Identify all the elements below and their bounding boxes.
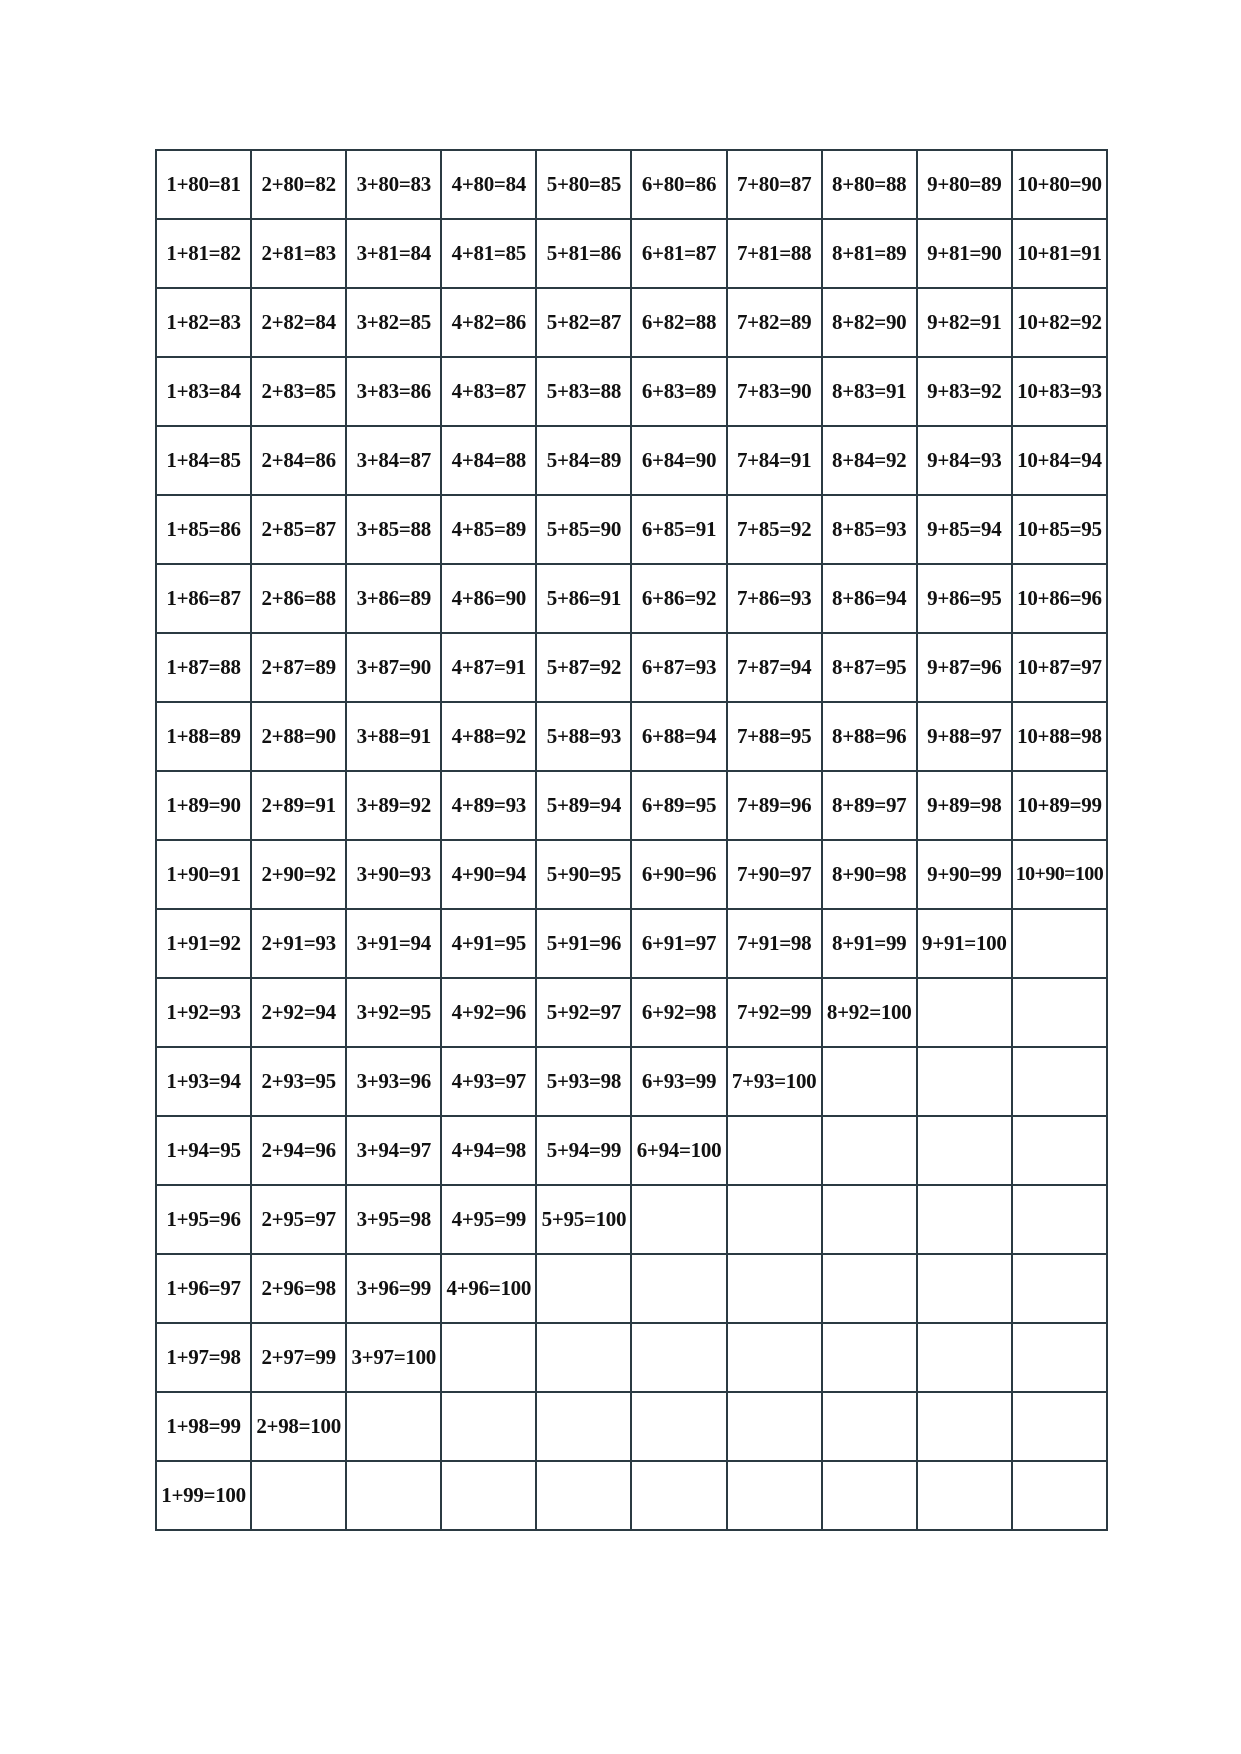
empty-cell [822,1323,917,1392]
equation-cell: 8+89=97 [822,771,917,840]
equation-cell: 2+93=95 [251,1047,346,1116]
equation-cell: 9+85=94 [917,495,1012,564]
equation-cell: 1+80=81 [156,150,251,219]
empty-cell [917,1323,1012,1392]
equation-cell: 3+85=88 [346,495,441,564]
equation-cell: 7+82=89 [727,288,822,357]
equation-cell: 9+89=98 [917,771,1012,840]
equation-cell: 5+83=88 [536,357,631,426]
equation-cell: 3+91=94 [346,909,441,978]
equation-cell: 4+92=96 [441,978,536,1047]
equation-cell: 9+90=99 [917,840,1012,909]
equation-cell: 2+90=92 [251,840,346,909]
empty-cell [727,1254,822,1323]
equation-cell: 5+94=99 [536,1116,631,1185]
equation-cell: 7+80=87 [727,150,822,219]
equation-cell: 1+84=85 [156,426,251,495]
table-row [156,840,1107,909]
equation-cell: 2+85=87 [251,495,346,564]
equation-cell: 4+82=86 [441,288,536,357]
table-row [156,1392,1107,1461]
equation-cell: 7+81=88 [727,219,822,288]
equation-cell: 7+85=92 [727,495,822,564]
equation-cell: 9+87=96 [917,633,1012,702]
equation-cell: 5+80=85 [536,150,631,219]
empty-cell [536,1392,631,1461]
equation-cell: 6+89=95 [631,771,726,840]
equation-cell: 9+81=90 [917,219,1012,288]
empty-cell [441,1392,536,1461]
equation-cell: 6+81=87 [631,219,726,288]
empty-cell [727,1323,822,1392]
equation-cell: 3+96=99 [346,1254,441,1323]
equation-cell: 8+83=91 [822,357,917,426]
equation-cell: 10+86=96 [1012,564,1107,633]
empty-cell [822,1392,917,1461]
equation-cell: 4+84=88 [441,426,536,495]
worksheet-body [156,150,1107,1530]
table-row [156,909,1107,978]
equation-cell: 4+80=84 [441,150,536,219]
equation-cell: 3+81=84 [346,219,441,288]
equation-cell: 9+84=93 [917,426,1012,495]
empty-cell [822,1254,917,1323]
equation-cell: 2+81=83 [251,219,346,288]
equation-cell: 10+88=98 [1012,702,1107,771]
empty-cell [917,1461,1012,1530]
equation-cell: 3+97=100 [346,1323,441,1392]
equation-cell: 4+85=89 [441,495,536,564]
equation-cell: 1+83=84 [156,357,251,426]
equation-cell: 5+91=96 [536,909,631,978]
equation-cell: 7+84=91 [727,426,822,495]
equation-cell: 1+91=92 [156,909,251,978]
table-row [156,1116,1107,1185]
equation-cell: 8+88=96 [822,702,917,771]
equation-cell: 6+85=91 [631,495,726,564]
equation-cell: 3+86=89 [346,564,441,633]
empty-cell [346,1461,441,1530]
equation-cell: 1+81=82 [156,219,251,288]
table-row [156,702,1107,771]
equation-cell: 8+91=99 [822,909,917,978]
empty-cell [536,1461,631,1530]
empty-cell [631,1392,726,1461]
empty-cell [631,1323,726,1392]
empty-cell [1012,1116,1107,1185]
equation-cell: 8+80=88 [822,150,917,219]
equation-cell: 5+95=100 [536,1185,631,1254]
equation-cell: 4+81=85 [441,219,536,288]
empty-cell [1012,1323,1107,1392]
equation-cell: 8+86=94 [822,564,917,633]
equation-cell: 4+95=99 [441,1185,536,1254]
empty-cell [917,1185,1012,1254]
equation-cell: 9+83=92 [917,357,1012,426]
equation-cell: 2+89=91 [251,771,346,840]
empty-cell [631,1461,726,1530]
equation-cell: 1+88=89 [156,702,251,771]
equation-cell: 2+88=90 [251,702,346,771]
equation-cell: 10+89=99 [1012,771,1107,840]
equation-cell: 8+85=93 [822,495,917,564]
empty-cell [536,1323,631,1392]
equation-cell: 6+88=94 [631,702,726,771]
equation-cell: 3+93=96 [346,1047,441,1116]
empty-cell [631,1185,726,1254]
table-row [156,1254,1107,1323]
equation-cell: 10+84=94 [1012,426,1107,495]
equation-cell: 7+90=97 [727,840,822,909]
equation-cell: 4+90=94 [441,840,536,909]
equation-cell: 4+91=95 [441,909,536,978]
equation-cell: 7+89=96 [727,771,822,840]
equation-cell: 5+86=91 [536,564,631,633]
equation-cell: 6+90=96 [631,840,726,909]
equation-cell: 10+81=91 [1012,219,1107,288]
table-row [156,426,1107,495]
empty-cell [1012,909,1107,978]
equation-cell: 2+95=97 [251,1185,346,1254]
equation-cell: 10+82=92 [1012,288,1107,357]
equation-cell: 5+89=94 [536,771,631,840]
equation-cell: 5+92=97 [536,978,631,1047]
equation-cell: 6+87=93 [631,633,726,702]
equation-cell: 3+84=87 [346,426,441,495]
equation-cell: 4+86=90 [441,564,536,633]
table-row [156,1461,1107,1530]
equation-cell: 1+95=96 [156,1185,251,1254]
equation-cell: 9+86=95 [917,564,1012,633]
table-row [156,1185,1107,1254]
empty-cell [1012,978,1107,1047]
empty-cell [917,1116,1012,1185]
empty-cell [727,1185,822,1254]
equation-cell: 1+96=97 [156,1254,251,1323]
equation-cell: 2+84=86 [251,426,346,495]
equation-cell: 4+88=92 [441,702,536,771]
equation-cell: 1+94=95 [156,1116,251,1185]
equation-cell: 6+83=89 [631,357,726,426]
equation-cell: 6+92=98 [631,978,726,1047]
equation-cell: 5+87=92 [536,633,631,702]
equation-cell: 5+88=93 [536,702,631,771]
equation-cell: 4+89=93 [441,771,536,840]
equation-cell: 8+84=92 [822,426,917,495]
empty-cell [441,1461,536,1530]
equation-cell: 1+90=91 [156,840,251,909]
equation-cell: 1+82=83 [156,288,251,357]
equation-cell: 2+87=89 [251,633,346,702]
table-row [156,1047,1107,1116]
empty-cell [822,1047,917,1116]
empty-cell [822,1185,917,1254]
equation-cell: 2+92=94 [251,978,346,1047]
table-row [156,1323,1107,1392]
equation-cell: 3+92=95 [346,978,441,1047]
table-row [156,633,1107,702]
equation-cell: 5+81=86 [536,219,631,288]
empty-cell [1012,1185,1107,1254]
table-row [156,150,1107,219]
table-row [156,495,1107,564]
equation-cell: 8+90=98 [822,840,917,909]
empty-cell [727,1116,822,1185]
empty-cell [631,1254,726,1323]
equation-cell: 3+83=86 [346,357,441,426]
empty-cell [1012,1392,1107,1461]
empty-cell [727,1461,822,1530]
equation-cell: 10+87=97 [1012,633,1107,702]
empty-cell [822,1461,917,1530]
empty-cell [1012,1461,1107,1530]
empty-cell [917,1392,1012,1461]
equation-cell: 7+91=98 [727,909,822,978]
equation-cell: 3+82=85 [346,288,441,357]
equation-cell: 3+87=90 [346,633,441,702]
equation-cell: 4+83=87 [441,357,536,426]
equation-cell: 3+90=93 [346,840,441,909]
equation-cell: 10+83=93 [1012,357,1107,426]
equation-cell: 1+98=99 [156,1392,251,1461]
equation-cell: 6+94=100 [631,1116,726,1185]
equation-cell: 4+93=97 [441,1047,536,1116]
equation-cell: 1+99=100 [156,1461,251,1530]
equation-cell: 3+95=98 [346,1185,441,1254]
equation-cell: 10+80=90 [1012,150,1107,219]
empty-cell [536,1254,631,1323]
table-row [156,288,1107,357]
equation-cell: 6+91=97 [631,909,726,978]
equation-cell: 7+83=90 [727,357,822,426]
equation-cell: 2+83=85 [251,357,346,426]
equation-cell: 8+82=90 [822,288,917,357]
equation-cell: 7+86=93 [727,564,822,633]
equation-cell: 2+91=93 [251,909,346,978]
empty-cell [917,1254,1012,1323]
equation-cell: 1+85=86 [156,495,251,564]
equation-cell: 9+80=89 [917,150,1012,219]
empty-cell [917,1047,1012,1116]
table-row [156,219,1107,288]
empty-cell [727,1392,822,1461]
equation-cell: 6+86=92 [631,564,726,633]
empty-cell [917,978,1012,1047]
equation-cell: 3+94=97 [346,1116,441,1185]
equation-cell: 10+85=95 [1012,495,1107,564]
equation-cell: 7+87=94 [727,633,822,702]
equation-cell: 7+88=95 [727,702,822,771]
empty-cell [1012,1254,1107,1323]
equation-cell: 8+81=89 [822,219,917,288]
equation-cell: 1+89=90 [156,771,251,840]
empty-cell [251,1461,346,1530]
equation-cell: 8+87=95 [822,633,917,702]
table-row [156,978,1107,1047]
equation-cell: 6+84=90 [631,426,726,495]
equation-cell: 1+86=87 [156,564,251,633]
equation-cell: 7+92=99 [727,978,822,1047]
equation-cell: 9+82=91 [917,288,1012,357]
empty-cell [346,1392,441,1461]
equation-cell: 2+86=88 [251,564,346,633]
equation-cell: 1+92=93 [156,978,251,1047]
equation-cell: 2+98=100 [251,1392,346,1461]
table-row [156,357,1107,426]
equation-cell: 2+97=99 [251,1323,346,1392]
equation-cell: 4+94=98 [441,1116,536,1185]
equation-cell: 1+87=88 [156,633,251,702]
equation-cell: 2+82=84 [251,288,346,357]
table-row [156,771,1107,840]
equation-cell: 3+80=83 [346,150,441,219]
empty-cell [822,1116,917,1185]
equation-cell: 1+93=94 [156,1047,251,1116]
equation-cell: 3+89=92 [346,771,441,840]
empty-cell [441,1323,536,1392]
equation-cell: 2+96=98 [251,1254,346,1323]
table-row [156,564,1107,633]
equation-cell: 9+91=100 [917,909,1012,978]
equation-cell: 8+92=100 [822,978,917,1047]
addition-worksheet-table [155,149,1108,1531]
equation-cell: 6+80=86 [631,150,726,219]
equation-cell: 4+87=91 [441,633,536,702]
equation-cell: 5+84=89 [536,426,631,495]
equation-cell: 5+93=98 [536,1047,631,1116]
equation-cell: 3+88=91 [346,702,441,771]
equation-cell: 6+93=99 [631,1047,726,1116]
equation-cell: 4+96=100 [441,1254,536,1323]
equation-cell: 5+90=95 [536,840,631,909]
equation-cell: 5+82=87 [536,288,631,357]
equation-cell: 5+85=90 [536,495,631,564]
equation-cell: 2+94=96 [251,1116,346,1185]
equation-cell: 2+80=82 [251,150,346,219]
equation-cell: 10+90=100 [1012,840,1107,909]
equation-cell: 1+97=98 [156,1323,251,1392]
equation-cell: 7+93=100 [727,1047,822,1116]
equation-cell: 6+82=88 [631,288,726,357]
equation-cell: 9+88=97 [917,702,1012,771]
empty-cell [1012,1047,1107,1116]
